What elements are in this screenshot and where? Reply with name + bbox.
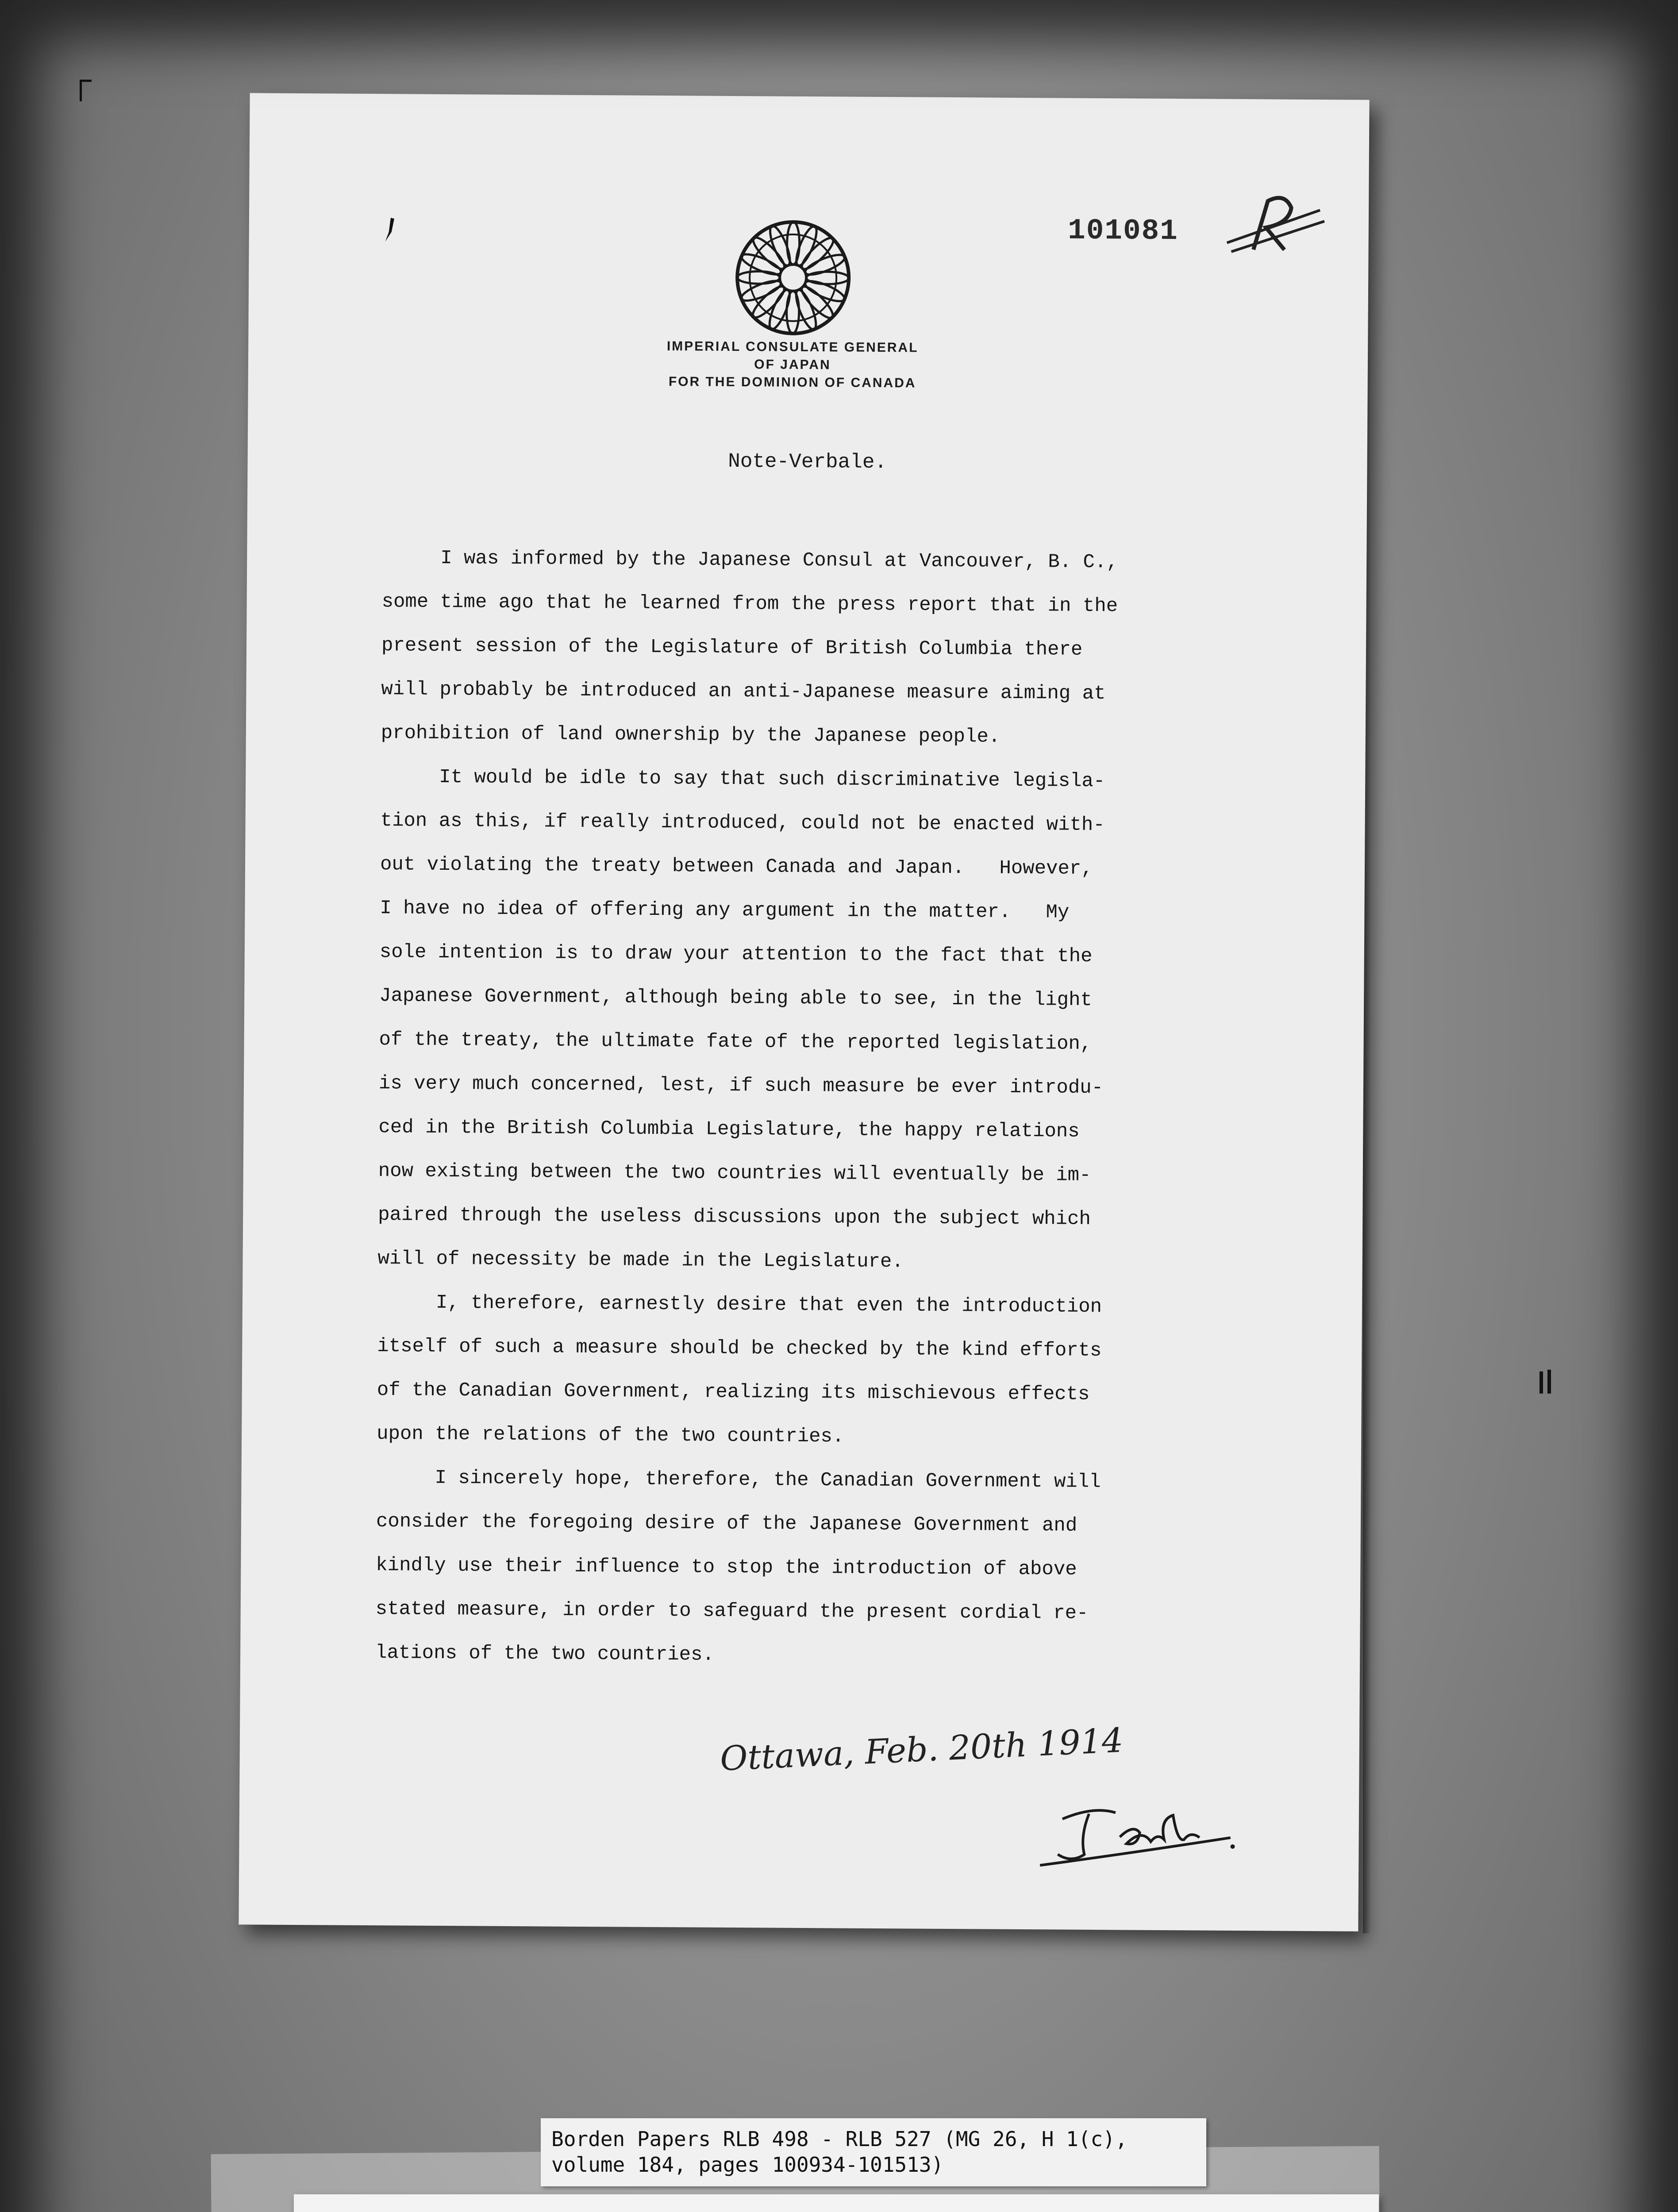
body-line: will probably be introduced an anti-Japanese measure aiming at [381, 678, 1106, 705]
letterhead-line-1: IMPERIAL CONSULATE GENERAL [666, 339, 919, 355]
body-line: I sincerely hope, therefore, the Canadian Government will [376, 1467, 1101, 1494]
body-line: It would be idle to say that such discriminative legisla- [381, 766, 1105, 793]
body-line: I, therefore, earnestly desire that even the introduction [377, 1291, 1102, 1318]
letterhead-line-3: FOR THE DOMINION OF CANADA [668, 374, 916, 391]
body-line: some time ago that he learned from the press report that in the [381, 591, 1118, 618]
body-line: I have no idea of offering any argument in the matter. My [380, 897, 1070, 924]
body-line: consider the foregoing desire of the Japanese Government and [376, 1510, 1078, 1537]
body-line: I was informed by the Japanese Consul at Vancouver, B. C., [382, 547, 1118, 574]
body-line: of the Canadian Government, realizing its mischievous effects [377, 1379, 1090, 1406]
body-line: paired through the useless discussions upon the subject which [378, 1204, 1091, 1230]
citation-line-1: Borden Papers RLB 498 - RLB 527 (MG 26, H 1(c), [551, 2127, 1128, 2151]
citation-line-2: volume 184, pages 100934-101513) [551, 2153, 944, 2177]
document-reference-number: 101081 [1067, 214, 1179, 248]
note-title: Note-Verbale. [728, 449, 887, 474]
body-line: now existing between the two countries will eventually be im- [378, 1160, 1091, 1187]
body-line: upon the relations of the two countries. [377, 1423, 844, 1448]
body-line: kindly use their influence to stop the introduction of above [376, 1554, 1077, 1581]
body-line: present session of the Legislature of British Columbia there [381, 634, 1083, 661]
body-line: stated measure, in order to safeguard the present cordial re- [375, 1598, 1089, 1624]
body-line: of the treaty, the ultimate fate of the reported legislation, [379, 1029, 1092, 1055]
body-line: itself of such a measure should be checked by the kind efforts [377, 1335, 1102, 1362]
body-line: will of necessity be made in the Legislature. [377, 1248, 904, 1273]
body-line: sole intention is to draw your attention to the fact that the [379, 941, 1093, 968]
body-line: tion as this, if really introduced, could not be enacted with- [380, 810, 1105, 837]
handwritten-date: Ottawa, Feb. 20th 1914 [719, 1720, 1124, 1778]
body-line: out violating the treaty between Canada and Japan. However, [380, 853, 1093, 880]
body-line: Japanese Government, although being able to see, in the light [379, 985, 1093, 1011]
body-line: prohibition of land ownership by the Japanese people. [381, 722, 1001, 748]
body-line: is very much concerned, lest, if such measure be ever introdu- [378, 1072, 1104, 1099]
body-line: lations of the two countries. [375, 1642, 715, 1666]
body-line: ced in the British Columbia Legislature, the happy relations [378, 1116, 1080, 1143]
letterhead-line-2: OF JAPAN [754, 357, 831, 373]
